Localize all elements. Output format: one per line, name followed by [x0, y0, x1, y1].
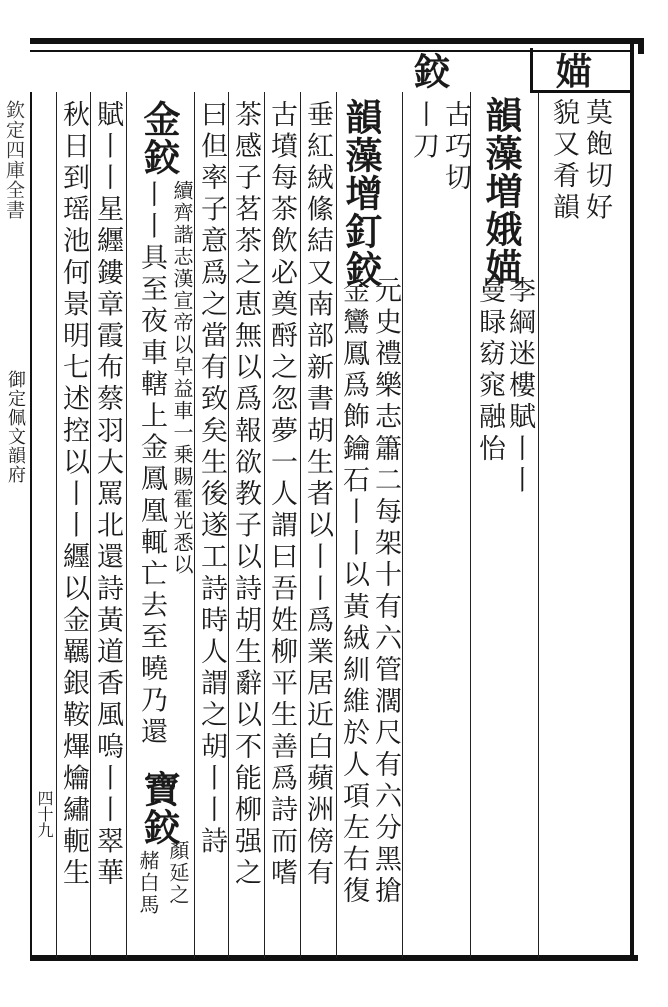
- folio-number: 四十九: [35, 790, 54, 838]
- section-heading: 金鉸: [137, 100, 181, 176]
- column-rule: [538, 92, 539, 958]
- column-rule: [402, 92, 403, 958]
- text-column: 續齊諧志漢宣帝以皁益車一乗賜霍光悉以: [170, 180, 194, 576]
- text-column: 茶感子茗茶之恵無以爲報欲教子以詩胡生辭以不能柳强之: [230, 100, 261, 890]
- bottom-border: [30, 955, 638, 961]
- text-column: 李綱迷樓賦丨丨: [504, 276, 535, 498]
- column-rule: [228, 92, 229, 958]
- column-rule: [194, 92, 195, 958]
- column-rule: [90, 92, 91, 958]
- headword: 鉸: [407, 52, 451, 90]
- text-column: 金鸞鳳爲飾鑰石丨丨以黃絨紃維於人項左右復: [338, 276, 369, 908]
- column-rule: [336, 92, 337, 958]
- headword: 媌: [549, 52, 593, 90]
- text-column: 顏延之: [166, 840, 190, 906]
- column-rule: [264, 92, 265, 958]
- text-column: 赭白馬: [136, 850, 160, 916]
- right-border: [630, 38, 634, 961]
- column-rule: [470, 92, 471, 958]
- text-column: 莫飽切好: [581, 98, 612, 225]
- text-column: 垂紅絨絛結又南部新書胡生者以丨丨爲業居近白蘋洲傍有: [302, 100, 333, 890]
- text-column: 丨刀: [408, 100, 439, 164]
- section-heading: 韻藻増娥媌: [479, 96, 523, 286]
- text-column: 丨丨具至夜車轄上金鳳凰輒亡去至曉乃還: [136, 180, 167, 749]
- column-rule: [56, 92, 57, 958]
- text-column: 秋日到瑶池何景明七述控以丨丨纒以金羈銀鞍熚爚繡軛生: [58, 100, 89, 890]
- margin-book-title: 御定佩文韻府: [5, 370, 26, 484]
- text-column: 貌又肴韻: [548, 98, 579, 225]
- text-column: 古墳每茶飲必奠酹之忽夢一人謂曰吾姓柳平生善爲詩而嗜: [266, 100, 297, 890]
- left-border: [30, 92, 32, 958]
- text-column: 曰但率子意爲之當有致矣生後遂工詩時人謂之胡丨丨詩: [196, 100, 227, 859]
- text-column: 曼睩窈窕融怡: [474, 276, 505, 466]
- text-column: 賦丨丨星纒鏤章霞布蔡羽大罵北還詩黃道香風嗚丨丨翠華: [92, 100, 123, 890]
- margin-top-text: 欽定四庫全書: [3, 100, 25, 220]
- column-rule: [126, 92, 127, 958]
- column-rule: [300, 92, 301, 958]
- section-heading: 韻藻增釘鉸: [339, 98, 383, 288]
- text-column: 元史禮樂志簫二每架十有六管濶尺有六分黑搶: [370, 276, 401, 908]
- section-heading: 寶鉸: [137, 770, 181, 846]
- text-column: 古巧切: [440, 100, 471, 195]
